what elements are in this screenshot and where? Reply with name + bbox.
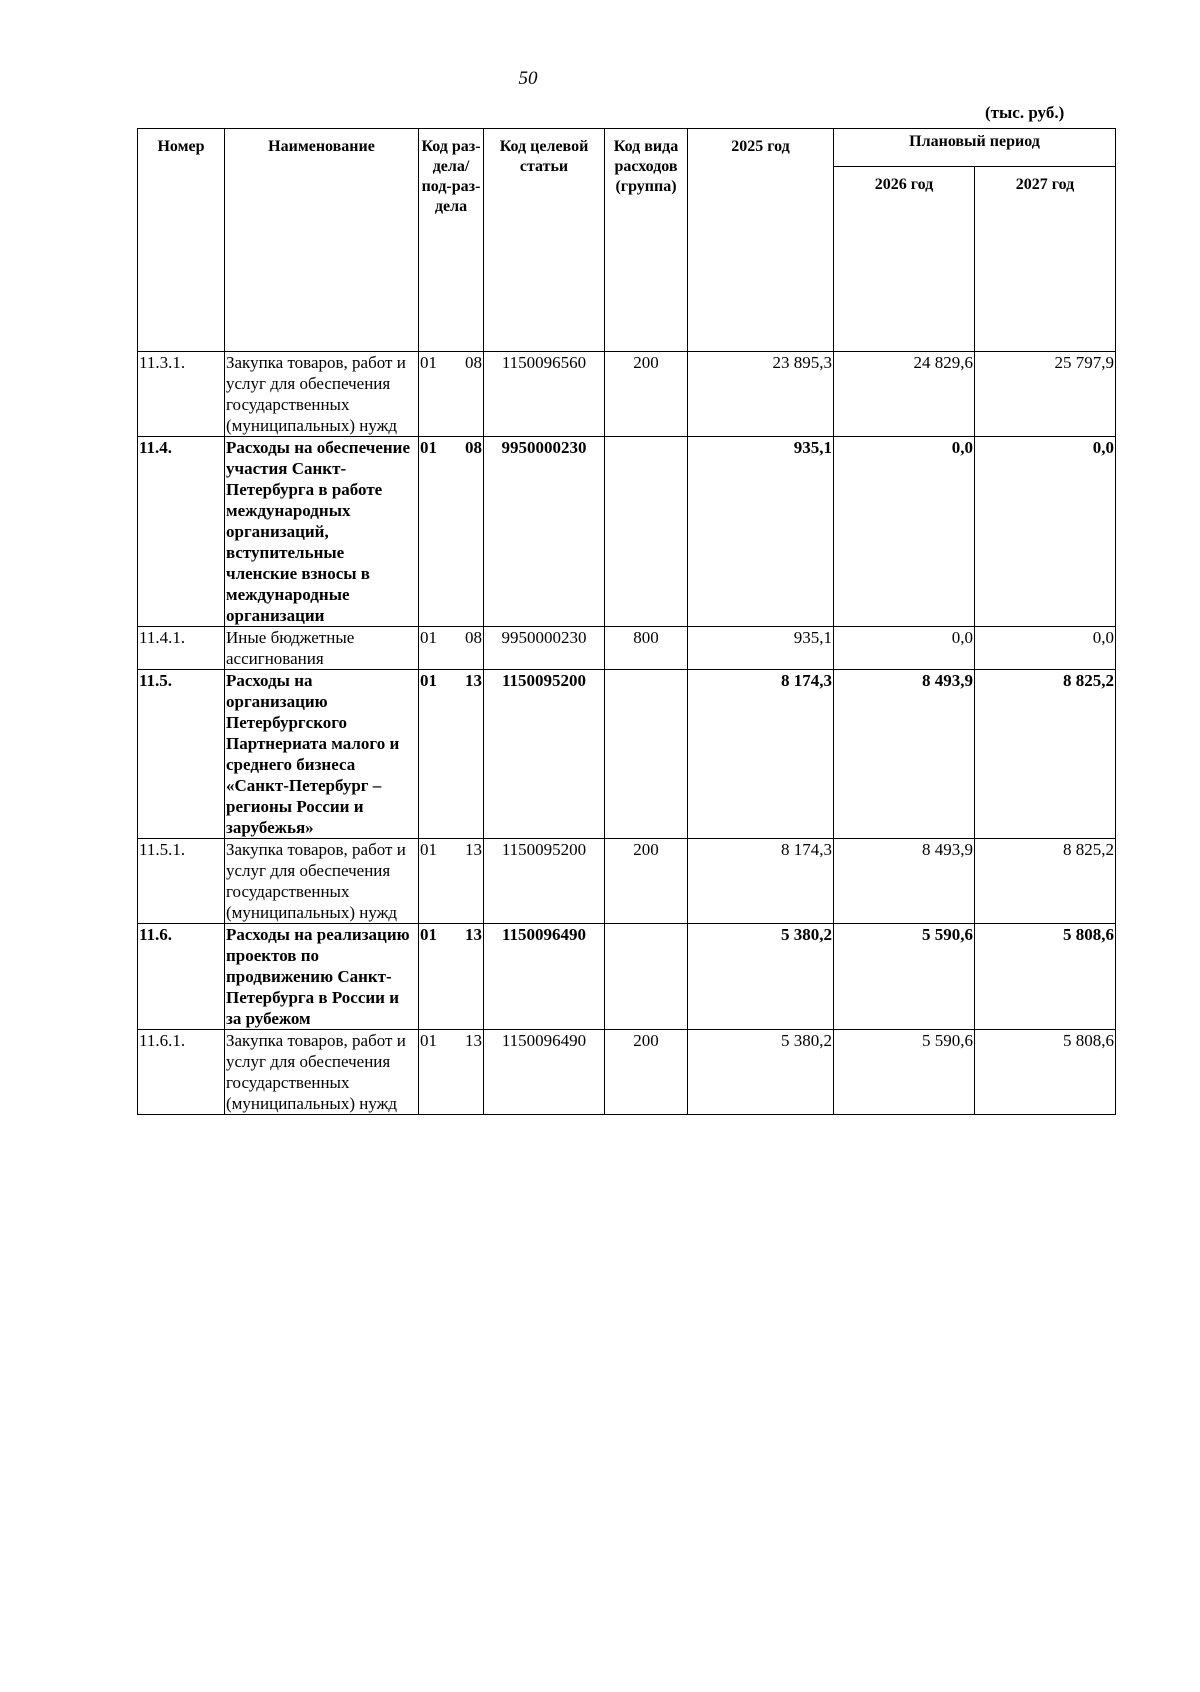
header-2027: 2027 год bbox=[975, 167, 1116, 352]
row-name: Иные бюджетные ассигнования bbox=[225, 627, 419, 670]
header-number: Номер bbox=[138, 129, 225, 352]
row-number: 11.4.1. bbox=[138, 627, 225, 670]
budget-table bbox=[137, 128, 1116, 1115]
section-code-pair bbox=[420, 437, 482, 458]
row-number: 11.5.1. bbox=[138, 839, 225, 924]
row-target-code: 1150095200 bbox=[484, 670, 605, 839]
row-section-code bbox=[419, 627, 484, 670]
row-amount-2025: 935,1 bbox=[688, 437, 834, 627]
row-section-code bbox=[419, 670, 484, 839]
row-section-code bbox=[419, 839, 484, 924]
subsection-code: 13 bbox=[465, 1031, 482, 1050]
section-code: 01 bbox=[420, 840, 437, 859]
row-amount-2026: 8 493,9 bbox=[834, 839, 975, 924]
section-code-pair bbox=[420, 670, 482, 691]
row-amount-2026: 24 829,6 bbox=[834, 352, 975, 437]
table-row bbox=[138, 627, 1116, 670]
row-amount-2027: 8 825,2 bbox=[975, 839, 1116, 924]
row-target-code: 9950000230 bbox=[484, 437, 605, 627]
subsection-code: 08 bbox=[465, 628, 482, 647]
table-row bbox=[138, 1030, 1116, 1115]
row-amount-2026: 0,0 bbox=[834, 437, 975, 627]
section-code: 01 bbox=[420, 353, 437, 372]
header-planned-period: Плановый период bbox=[834, 129, 1116, 167]
row-target-code: 1150096490 bbox=[484, 924, 605, 1030]
header-2025: 2025 год bbox=[688, 129, 834, 352]
header-section: Код раз-дела/ под-раз-дела bbox=[419, 129, 484, 352]
row-amount-2027: 0,0 bbox=[975, 627, 1116, 670]
section-code-pair bbox=[420, 1030, 482, 1051]
row-amount-2025: 23 895,3 bbox=[688, 352, 834, 437]
row-section-code bbox=[419, 437, 484, 627]
row-amount-2027: 0,0 bbox=[975, 437, 1116, 627]
row-section-code bbox=[419, 1030, 484, 1115]
row-section-code bbox=[419, 352, 484, 437]
row-amount-2026: 5 590,6 bbox=[834, 924, 975, 1030]
section-code: 01 bbox=[420, 925, 437, 944]
section-code-pair bbox=[420, 839, 482, 860]
row-expense-code bbox=[605, 670, 688, 839]
row-number: 11.5. bbox=[138, 670, 225, 839]
header-2026: 2026 год bbox=[834, 167, 975, 352]
row-target-code: 1150096560 bbox=[484, 352, 605, 437]
row-expense-code: 200 bbox=[605, 352, 688, 437]
table-row bbox=[138, 839, 1116, 924]
row-target-code: 9950000230 bbox=[484, 627, 605, 670]
table-row bbox=[138, 924, 1116, 1030]
row-name: Закупка товаров, работ и услуг для обеспечения государственных (муниципальных) нужд bbox=[225, 839, 419, 924]
table-row bbox=[138, 352, 1116, 437]
units-label: (тыс. руб.) bbox=[985, 103, 1065, 122]
section-code-pair bbox=[420, 924, 482, 945]
row-name: Расходы на обеспечение участия Санкт-Петербурга в работе международных организаций, вступительные членские взносы в международные организации bbox=[225, 437, 419, 627]
row-amount-2025: 5 380,2 bbox=[688, 1030, 834, 1115]
row-amount-2027: 5 808,6 bbox=[975, 1030, 1116, 1115]
row-amount-2025: 8 174,3 bbox=[688, 839, 834, 924]
subsection-code: 13 bbox=[465, 671, 482, 690]
row-name: Расходы на реализацию проектов по продвижению Санкт-Петербурга в России и за рубежом bbox=[225, 924, 419, 1030]
row-number: 11.6.1. bbox=[138, 1030, 225, 1115]
header-name: Наименование bbox=[225, 129, 419, 352]
section-code-pair bbox=[420, 627, 482, 648]
section-code: 01 bbox=[420, 438, 437, 457]
row-name: Расходы на организацию Петербургского Партнериата малого и среднего бизнеса «Санкт-Петербург – регионы России и зарубежья» bbox=[225, 670, 419, 839]
section-code: 01 bbox=[420, 671, 437, 690]
row-amount-2027: 8 825,2 bbox=[975, 670, 1116, 839]
row-section-code bbox=[419, 924, 484, 1030]
row-expense-code: 800 bbox=[605, 627, 688, 670]
subsection-code: 13 bbox=[465, 925, 482, 944]
section-code-pair bbox=[420, 352, 482, 373]
table-row bbox=[138, 670, 1116, 839]
row-name: Закупка товаров, работ и услуг для обеспечения государственных (муниципальных) нужд bbox=[225, 1030, 419, 1115]
row-amount-2027: 25 797,9 bbox=[975, 352, 1116, 437]
row-amount-2027: 5 808,6 bbox=[975, 924, 1116, 1030]
table-row bbox=[138, 437, 1116, 627]
row-amount-2026: 0,0 bbox=[834, 627, 975, 670]
row-target-code: 1150095200 bbox=[484, 839, 605, 924]
row-name: Закупка товаров, работ и услуг для обеспечения государственных (муниципальных) нужд bbox=[225, 352, 419, 437]
row-expense-code bbox=[605, 437, 688, 627]
row-amount-2025: 8 174,3 bbox=[688, 670, 834, 839]
table-body bbox=[138, 352, 1116, 1115]
row-expense-code: 200 bbox=[605, 1030, 688, 1115]
page-number: 50 bbox=[518, 68, 538, 89]
row-number: 11.4. bbox=[138, 437, 225, 627]
row-target-code: 1150096490 bbox=[484, 1030, 605, 1115]
section-code: 01 bbox=[420, 1031, 437, 1050]
header-target: Код целевой статьи bbox=[484, 129, 605, 352]
row-amount-2026: 8 493,9 bbox=[834, 670, 975, 839]
row-expense-code: 200 bbox=[605, 839, 688, 924]
row-number: 11.6. bbox=[138, 924, 225, 1030]
row-number: 11.3.1. bbox=[138, 352, 225, 437]
section-code: 01 bbox=[420, 628, 437, 647]
subsection-code: 08 bbox=[465, 353, 482, 372]
row-amount-2025: 935,1 bbox=[688, 627, 834, 670]
header-expense: Код вида расходов (группа) bbox=[605, 129, 688, 352]
subsection-code: 13 bbox=[465, 840, 482, 859]
row-amount-2026: 5 590,6 bbox=[834, 1030, 975, 1115]
row-amount-2025: 5 380,2 bbox=[688, 924, 834, 1030]
row-expense-code bbox=[605, 924, 688, 1030]
subsection-code: 08 bbox=[465, 438, 482, 457]
